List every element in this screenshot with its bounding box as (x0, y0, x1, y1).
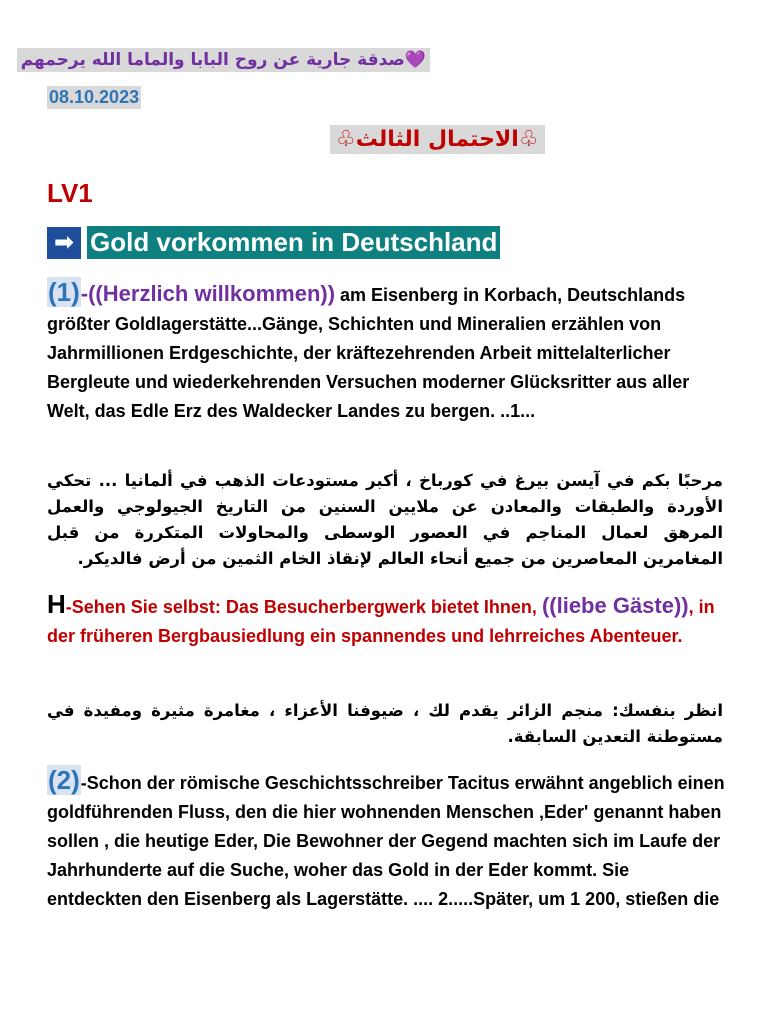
paragraph-1-arabic: مرحبًا بكم في آيسن بيرغ في كورباخ ، أكبر مستودعات الذهب في ألمانيا ... تحكي الأوردة والطبقات والمعادن عن ملايين السنين من التاريخ الجيولوجي والعمل المرهق لعمال المناجم في العصور الوسطى والمحاولات المتكررة من قبل المغامرين المعاصرين من جميع أنحاء العالم لإنقاذ الخام الثمين من أرض فالديكر. (47, 471, 723, 568)
dedication-line (17, 48, 430, 72)
paragraph-letter: H (47, 589, 66, 619)
arabic-title-text: الاحتمال الثالث (355, 127, 519, 152)
paragraph-2-part2: , in der früheren Bergbausiedlung ein spannendes und lehrreiches Abenteuer. (47, 597, 715, 646)
paragraph-3-body: -Schon der römische Geschichtsschreiber Tacitus erwähnt angeblich einen goldführenden Fluss, den die hier wohnenden Menschen ‚Eder' genannt haben sollen , die heutige Eder, Die Bewohner der Gegend machten sich im Laufe der Jahrhunderte auf die Suche, woher das Gold in der Eder kommt. Sie entdeckten den Eisenberg als Lagerstätte. .... 2.....Später, um 1 200, stießen die (47, 773, 725, 909)
date: 08.10.2023 (49, 87, 140, 107)
club-suit-icon: ♧ (336, 127, 356, 152)
paragraph-number: (2) (48, 765, 80, 795)
paragraph-1-body: am Eisenberg in Korbach, Deutschlands größter Goldlagerstätte...Gänge, Schichten und Mineralien erzählen von Jahrmillionen Erdgeschichte, der kräftezehrenden Arbeit mittelalterlicher Bergleute und wiederkehrenden Versuchen moderner Glücksritter aus aller Welt, das Edle Erz des Waldecker Landes zu bergen. ..1... (47, 285, 690, 421)
paragraph-3 (47, 766, 727, 914)
greeting: ((Herzlich willkommen)) (88, 281, 336, 306)
heading-text: Gold vorkommen in Deutschland (87, 226, 500, 259)
paragraph-number: (1) (48, 277, 80, 307)
heart-icon: 💜 (404, 50, 426, 70)
right-arrow-icon: ➡ (47, 227, 81, 259)
paragraph-1 (47, 278, 727, 426)
dedication-text: صدقة جارية عن روح البابا والماما الله يرحمهم (20, 50, 405, 70)
paragraph-2 (47, 590, 727, 651)
dash: - (80, 281, 89, 306)
paragraph-2-part1: -Sehen Sie selbst: Das Besucherbergwerk bietet Ihnen, (65, 597, 542, 617)
guests-phrase: ((liebe Gäste)) (541, 593, 689, 618)
paragraph-2-arabic: انظر بنفسك: منجم الزائر يقدم لك ، ضيوفنا الأعزاء ، مغامرة مثيرة ومفيدة في مستوطنة التعدين السابقة. (47, 701, 723, 746)
arabic-title (330, 125, 545, 154)
club-suit-icon: ♧ (518, 127, 539, 152)
level-label: LV1 (47, 178, 93, 208)
section-heading (47, 226, 500, 259)
